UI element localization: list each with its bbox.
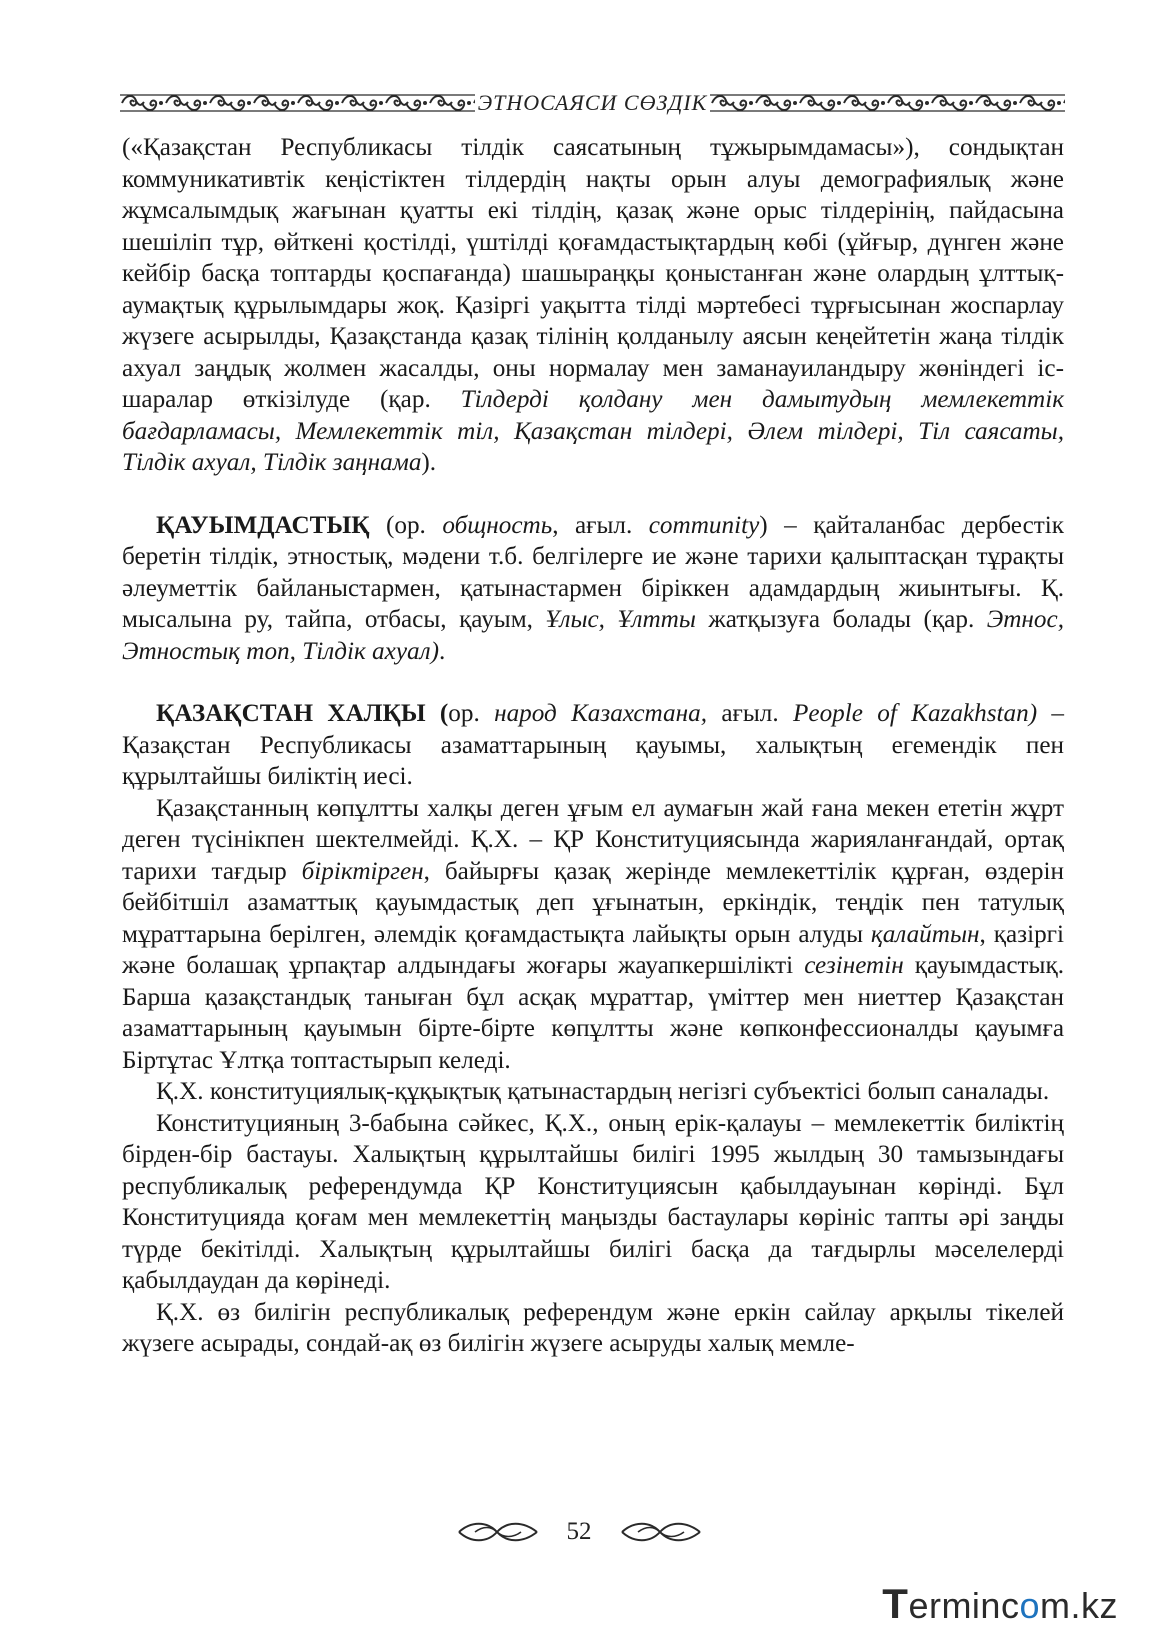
- entry-kazakstan-halky: [122, 698, 1064, 793]
- watermark-text: m.kz: [1040, 1585, 1118, 1626]
- cross-reference: Ұлыс, Ұлтты: [545, 606, 696, 633]
- watermark-letter-accent: o: [1019, 1585, 1040, 1626]
- entry-headword: ҚАЗАҚСТАН ХАЛҚЫ (: [156, 700, 449, 727]
- text-run: Қ.Х. өз билігін республикалық референдум және еркін сайлау арқылы тікелей жүзеге асырады, сондай-ақ өз билігін жүзеге асыруды халық мемле-: [122, 1298, 1064, 1357]
- text-run: ) – қайталанбас дербестік беретін тілдік, этностық, мәдени т.б. белгілерге ие және тарихи қалыптасқан тұрақты әлеуметтік байланыстармен, қатынастармен біріккен адамдардың жиынтығы. Қ. мысалына ру, тайпа, отбасы, қауым,: [122, 511, 1064, 633]
- emphasis: қалайтын: [870, 920, 980, 948]
- cross-reference: Тілдерді қолдану мен дамытудың мемлекеттік бағдарламасы, Мемлекеттік тіл, Қазақстан тілдері, Әлем тілдері, Тіл саясаты, Тілдік ахуал, Тілдік заңнама: [122, 386, 1064, 476]
- right-swirl-ornament: [620, 1519, 702, 1545]
- text-run: .: [438, 637, 446, 665]
- text-run: – Қазақстан Республикасы азаматтарының қауымы, халықтың егемендік пен құрылтайшы биліктің иесі.: [122, 700, 1065, 790]
- page-body: [122, 132, 1064, 1360]
- watermark-letter: T: [882, 1580, 909, 1627]
- left-ornament-band: [120, 92, 475, 114]
- running-header: [120, 88, 1065, 118]
- russian-term: народ Казахстана,: [494, 700, 708, 727]
- page-number: 52: [566, 1518, 592, 1545]
- paragraph: [122, 1297, 1064, 1360]
- entry-kauymdastyk: [122, 510, 1064, 668]
- text-run: , ағыл.: [552, 511, 649, 539]
- paragraph: [122, 1076, 1064, 1108]
- right-ornament-band: [710, 92, 1065, 114]
- text-run: , қазіргі және болашақ ұрпақтар алдындағы жоғары жауапкершілікті: [122, 920, 1064, 979]
- paragraph: [122, 1108, 1064, 1297]
- english-term: community: [648, 511, 760, 539]
- english-term: People of Kazakhstan): [793, 700, 1038, 727]
- text-run: (ор.: [369, 511, 443, 539]
- watermark-text: erminc: [908, 1585, 1020, 1626]
- text-run: қауымдастық. Барша қазақстандық таныған бұл асқақ мұраттар, үміттер мен ниеттер Қазақстан азаматтарының қауымын бірте-бірте көпұлтты және көпконфессионалды қауымға Біртұтас Ұлтқа топтастырып келеді.: [122, 952, 1064, 1074]
- page-footer: [0, 1512, 1158, 1552]
- emphasis: сезінетін: [804, 952, 904, 979]
- paragraph: [122, 793, 1064, 1077]
- text-run: жатқызуға болады (қар.: [695, 606, 987, 633]
- text-run: ағыл.: [707, 700, 793, 727]
- text-run: Конституцияның 3-бабына сәйкес, Қ.Х., оның ерік-қалауы – мемлекеттік биліктің бірден-бір бастауы. Халықтың құрылтайшы билігі 1995 жылдың 30 тамызындағы республикалық референдумда ҚР Конституциясын қабылдауынан көрінді. Бұл Конституцияда қоғам мен мемлекеттің маңызды бастаулары көрініс тапты әрі заңды түрде бекітілді. Халықтың құрылтайшы билігі басқа да тағдырлы мәселелерді қабылдаудан да көрінеді.: [122, 1109, 1064, 1294]
- header-title: ЭТНОСАЯСИ СӨЗДІК: [477, 90, 708, 115]
- text-run: , байырғы қазақ жерінде мемлекеттілік құрған, өздерін бейбітшіл азаматтық қауымдастық деп ұғынатын, еркіндік, теңдік пен татулық мұраттарына берілген, әлемдік қоғамдастықта лайықты орын алуды: [122, 857, 1064, 948]
- text-run: ).: [421, 449, 437, 476]
- emphasis: біріктірген: [301, 857, 424, 885]
- text-run: («Қазақстан Республикасы тілдік саясатының тұжырымдамасы»), сондықтан коммуникативтік кеңістіктен тілдердің нақты орын алуы демографиялық және жұмсалымдық жағынан қуатты екі тілдің, қазақ және орыс тілдерінің, пайдасына шешіліп тұр, өйткені қостілді, үштілді қоғамдастықтардың көбі (ұйғыр, дүнген және кейбір басқа топтарды қоспағанда) шашыраңқы қоныстанған және олардың ұлттық-аумақтық құрылымдары жоқ. Қазіргі уақытта тілді мәртебесі тұрғысынан жоспарлау жүзеге асырылды, Қазақстанда қазақ тілінің қолданылу аясын кеңейтетін жаңа тілдік ахуал заңдық жолмен жасалды, оны нормалау мен заманауиландыру жөніндегі іс-шаралар өткізілуде (қар.: [122, 134, 1064, 413]
- text-run: Қазақстанның көпұлтты халқы деген ұғым ел аумағын жай ғана мекен ететін жұрт деген түсінікпен шектелмейді. Қ.Х. – ҚР Конституциясында жарияланғандай, ортақ тарихи тағдыр: [122, 794, 1064, 885]
- left-swirl-ornament: [457, 1519, 539, 1545]
- paragraph-continuation: [122, 132, 1064, 479]
- russian-term: общность: [442, 511, 553, 539]
- entry-headword: ҚАУЫМДАСТЫҚ: [156, 511, 370, 539]
- cross-reference: Этнос, Этностық топ, Тілдік ахуал): [122, 606, 1064, 665]
- site-watermark: [882, 1580, 1118, 1628]
- text-run: Қ.Х. конституциялық-құқықтық қатынастардың негізгі субъектісі болып саналады.: [156, 1078, 1050, 1105]
- text-run: ор.: [448, 700, 495, 727]
